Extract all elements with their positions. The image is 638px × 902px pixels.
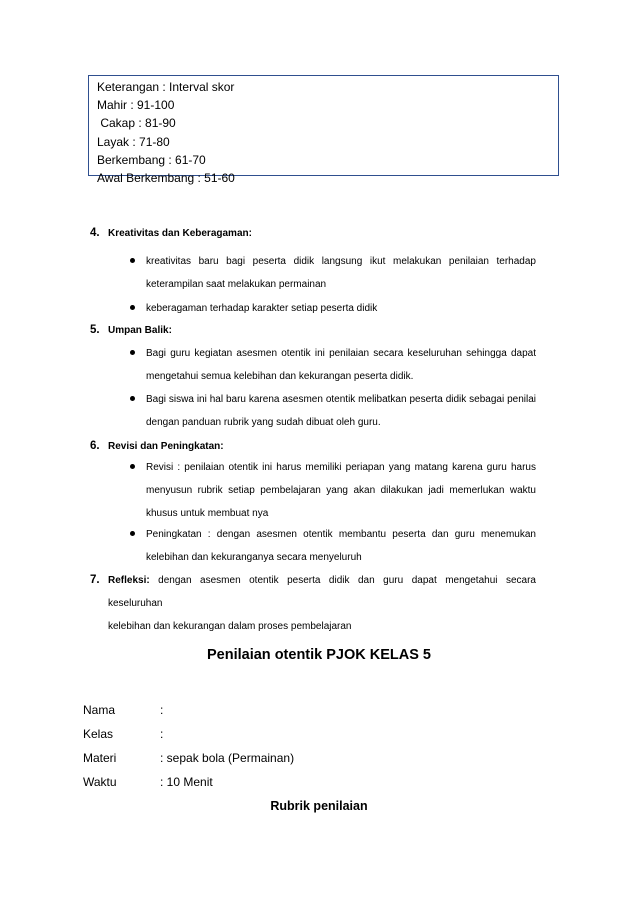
bullet-dot xyxy=(130,396,135,401)
page-title: Penilaian otentik PJOK KELAS 5 xyxy=(207,647,431,663)
field-value: : xyxy=(160,703,164,717)
bullet-dot xyxy=(130,258,135,263)
field-value: : sepak bola (Permainan) xyxy=(160,751,295,765)
bullet-text: Bagi siswa ini hal baru karena asesmen otentik melibatkan peserta didik sebagai penilai dengan panduan rubrik yang sudah dibuat oleh guru. xyxy=(146,394,536,428)
box-line: Berkembang : 61-70 xyxy=(97,152,206,167)
box-line: Cakap : 81-90 xyxy=(97,116,176,131)
bullet-dot xyxy=(130,305,135,310)
section-heading: Revisi dan Peningkatan: xyxy=(108,441,224,452)
field-value: : 10 Menit xyxy=(160,775,213,789)
field-label: Materi xyxy=(83,751,117,765)
section-number: 5. xyxy=(90,324,100,336)
reflection-text: Refleksi: dengan asesmen otentik peserta didik dan guru dapat mengetahui secara keseluruhan kelebihan dan kekurangan dalam proses pembelajaran xyxy=(108,575,536,632)
field-value: : xyxy=(160,727,164,741)
field-label: Nama xyxy=(83,703,116,717)
field-label: Kelas xyxy=(83,727,114,741)
section-heading: Umpan Balik: xyxy=(108,325,172,336)
bullet-text: Bagi guru kegiatan asesmen otentik ini penilaian secara keseluruhan sehingga dapat mengetahui semua kelebihan dan kekurangan peserta didik. xyxy=(146,348,536,382)
box-line: Awal Berkembang : 51-60 xyxy=(97,171,235,186)
bullet-dot xyxy=(130,350,135,355)
bullet-text: keberagaman terhadap karakter setiap peserta didik xyxy=(146,303,378,314)
bullet-text: Peningkatan : dengan asesmen otentik membantu peserta dan guru menemukan kelebihan dan kekuranganya secara menyeluruh xyxy=(146,529,536,563)
score-interval-box xyxy=(88,75,559,186)
section-heading: Refleksi: xyxy=(108,575,150,586)
section-number: 4. xyxy=(90,227,100,239)
box-line: Layak : 71-80 xyxy=(97,134,170,149)
section-number: 7. xyxy=(90,574,100,586)
box-line: Keterangan : Interval skor xyxy=(97,80,235,94)
bullet-dot xyxy=(130,464,135,469)
field-label: Waktu xyxy=(83,775,117,789)
box-line: Mahir : 91-100 xyxy=(97,98,175,113)
section-heading: Kreativitas dan Keberagaman: xyxy=(108,228,252,239)
section-number: 6. xyxy=(90,440,100,452)
bullet-text: Revisi : penilaian otentik ini harus memiliki periapan yang matang karena guru harus menyusun rubrik setiap pembelajaran yang akan dilakukan jadi memerlukan waktu khusus untuk membuat nya xyxy=(146,462,536,519)
bullet-dot xyxy=(130,531,135,536)
bullet-text: kreativitas baru bagi peserta didik langsung ikut melakukan penilaian terhadap keterampilan saat melakukan permainan xyxy=(146,256,536,290)
rubric-title: Rubrik penilaian xyxy=(270,799,368,813)
